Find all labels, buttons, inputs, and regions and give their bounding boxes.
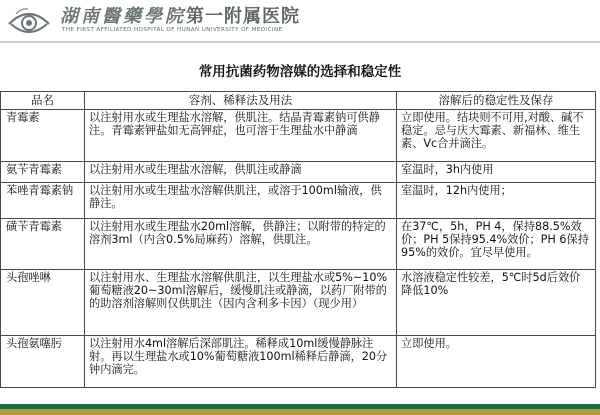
hospital-header xyxy=(0,0,600,42)
drug-name: 氨苄青霉素 xyxy=(1,162,85,183)
table-row xyxy=(1,270,596,336)
drug-method: 以注射用水或生理盐水溶解，供肌注。结晶青霉素钠可供静注。青霉素钾盐如无高钾症，也可溶于生理盐水中静滴 xyxy=(85,110,397,162)
hospital-name-english: THE FIRST AFFILIATED HOSPITAL OF HUNAN UNIVERSITY OF MEDICINE xyxy=(62,27,283,33)
table-row xyxy=(1,336,596,388)
drug-name: 青霉素 xyxy=(1,110,85,162)
hospital-name xyxy=(60,2,300,28)
drug-name: 磺苄青霉素 xyxy=(1,219,85,270)
antibiotic-solvent-table xyxy=(0,91,596,388)
drug-stability: 室温时，12h内使用； xyxy=(397,183,596,219)
column-header-name: 品名 xyxy=(1,92,85,110)
table-row xyxy=(1,219,596,270)
drug-stability: 立即使用。 xyxy=(397,336,596,388)
drug-method: 以注射用水4ml溶解后深部肌注。稀释成10ml缓慢静脉注射。再以生理盐水或10%葡萄糖液100ml稀释后静滴，20分钟内滴完。 xyxy=(85,336,397,388)
drug-name: 头孢氨噻肟 xyxy=(1,336,85,388)
column-header-stability: 溶解后的稳定性及保存 xyxy=(397,92,596,110)
hospital-emblem-eye-icon xyxy=(6,2,52,42)
table-row xyxy=(1,183,596,219)
footer-stripe xyxy=(0,404,600,415)
drug-stability: 室温时，3h内使用 xyxy=(397,162,596,183)
drug-method: 以注射用水或生理盐水20ml溶解，供静注；以附带的特定的溶剂3ml（内含0.5%局麻药）溶解，供肌注。 xyxy=(85,219,397,270)
page-title: 常用抗菌药物溶媒的选择和稳定性 xyxy=(198,64,402,80)
header-divider xyxy=(0,41,600,43)
hospital-name-plain: 第一附属医院 xyxy=(186,6,300,27)
drug-method: 以注射用水、生理盐水溶解供肌注，以生理盐水或5%~10%葡萄糖液20~30ml溶解后，缓慢肌注或静滴，以药厂附带的的助溶剂溶解则仅供肌注（因内含利多卡因）（现少用） xyxy=(85,270,397,336)
table-row xyxy=(1,162,596,183)
drug-stability: 在37℃，5h，PH 4，保持88.5%效价；PH 5保持95.4%效价；PH 6保持95%的效价。宜尽早使用。 xyxy=(397,219,596,270)
table-header-row xyxy=(1,92,596,110)
drug-stability: 立即使用。结块则不可用,对酸、碱不稳定。忌与庆大霉素、新福林、维生素、Vc合并滴注。 xyxy=(397,110,596,162)
footer-stripe-gold xyxy=(0,409,600,415)
drug-method: 以注射用水或生理盐水溶解供肌注，或溶于100ml输液，供静注。 xyxy=(85,183,397,219)
column-header-method: 容剂、稀释法及用法 xyxy=(85,92,397,110)
drug-method: 以注射用水或生理盐水溶解，供肌注或静滴 xyxy=(85,162,397,183)
drug-stability: 水溶液稳定性较差，5℃时5d后效价降低10% xyxy=(397,270,596,336)
drug-name: 头孢唑啉 xyxy=(1,270,85,336)
hospital-name-script: 湖南醫藥學院 xyxy=(60,6,186,27)
table-row xyxy=(1,110,596,162)
drug-name: 苯唑青霉素钠 xyxy=(1,183,85,219)
